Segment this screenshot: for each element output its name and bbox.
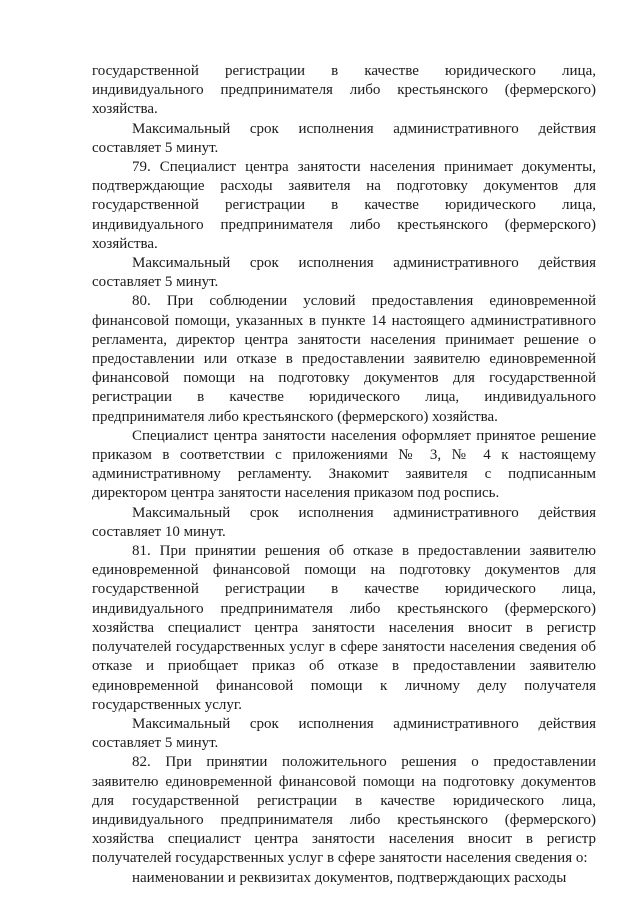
document-page [92, 62, 596, 888]
paragraph-79: 79. Специалист центра занятости населения принимает документы, подтверждающие расходы заявителя на подготовку документов для государственной регистрации в качестве юридического лица, индивидуального предпринимателя либо крестьянского (фермерского) хозяйства. [92, 159, 596, 252]
paragraph-max-time-2: Максимальный срок исполнения административного действия составляет 5 минут. [92, 255, 596, 291]
paragraph-82: 82. При принятии положительного решения о предоставлении заявителю единовременной финансовой помощи на подготовку документов для государственной регистрации в качестве юридического лица, индивидуального предпринимателя либо крестьянского (фермерского) хозяйства специалист центра занятости населения вносит в регистр получателей государственных услуг в сфере занятости населения сведения о: [92, 754, 596, 867]
paragraph-continuation: государственной регистрации в качестве юридического лица, индивидуального предпринимателя либо крестьянского (фермерского) хозяйства. [92, 63, 596, 118]
paragraph-max-time-1: Максимальный срок исполнения административного действия составляет 5 минут. [92, 120, 596, 156]
paragraph-list-item: наименовании и реквизитах документов, подтверждающих расходы [132, 869, 567, 886]
paragraph-max-time-4: Максимальный срок исполнения административного действия составляет 5 минут. [92, 715, 596, 752]
paragraph-order-registration: Специалист центра занятости населения оформляет принятое решение приказом в соответствии с приложениями № 3, № 4 к настоящему административному регламенту. Знакомит заявителя с подписанным директором центра занятости населения приказом под роспись. [92, 427, 596, 502]
paragraph-80: 80. При соблюдении условий предоставления единовременной финансовой помощи, указанных в пункте 14 настоящего административного регламента, директор центра занятости населения принимает решение о предоставлении или отказе в предоставлении заявителю единовременной финансовой помощи на подготовку документов для государственной регистрации в качестве юридического лица, индивидуального предпринимателя либо крестьянского (фермерского) хозяйства. [92, 293, 596, 425]
paragraph-max-time-3: Максимальный срок исполнения административного действия составляет 10 минут. [92, 504, 596, 540]
paragraph-81: 81. При принятии решения об отказе в предоставлении заявителю единовременной финансовой помощи на подготовку документов для государственной регистрации в качестве юридического лица, индивидуального предпринимателя либо крестьянского (фермерского) хозяйства специалист центра занятости населения вносит в регистр получателей государственных услуг в сфере занятости населения сведения об отказе и приобщает приказ об отказе в предоставлении заявителю единовременной финансовой помощи к личному делу получателя государственных услуг. [92, 543, 596, 713]
